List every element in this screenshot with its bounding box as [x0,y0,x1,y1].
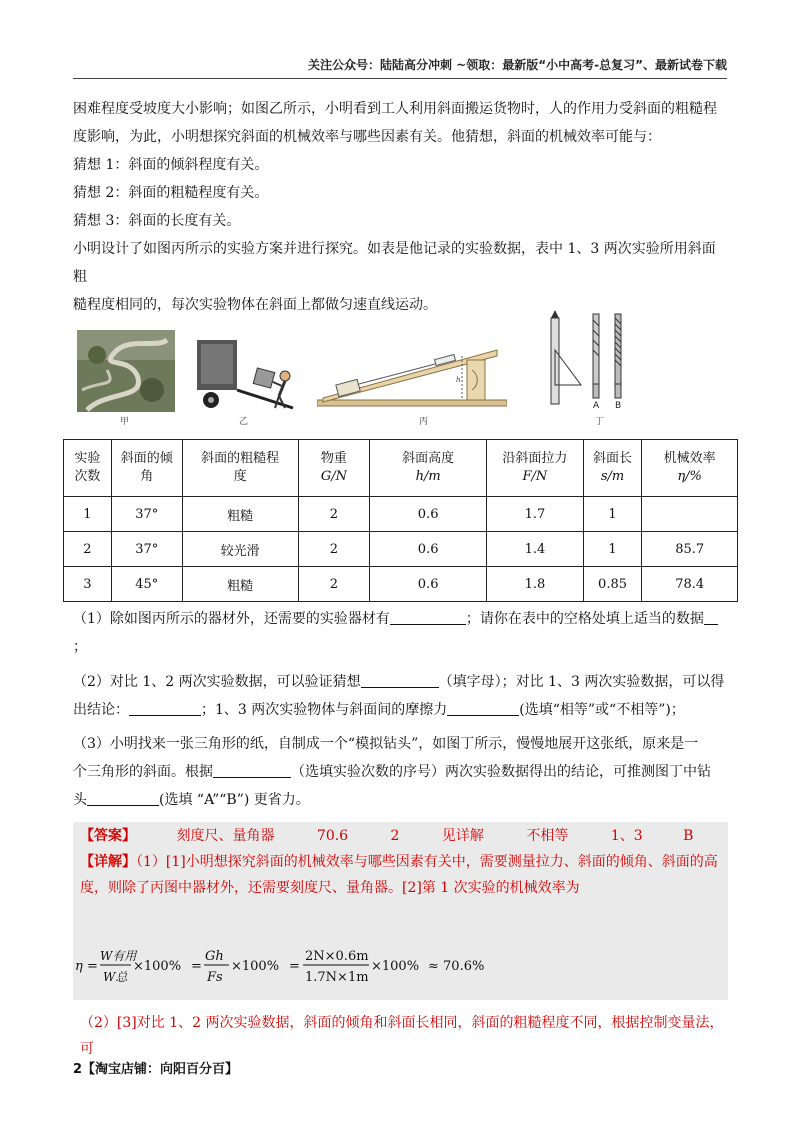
answer-blank[interactable] [390,610,466,625]
answer-item: 见详解 [441,828,484,844]
svg-text:Fs: Fs [207,970,223,985]
header-force: 沿斜面拉力 F/N [487,440,584,497]
figure-yi-truck [193,336,303,412]
question-3: （3）小明找来一张三角形的纸，自制成一个“模拟钻头”，如图丁所示，慢慢地展开这张纸，原来是一 个三角形的斜面。根据 （选填实验次数的序号）两次实验数据得出的结论，可推测图丁中钻 头 (选填 “A”“B”) 更省力。 [73,736,711,808]
table-row [64,497,738,532]
table-row [64,567,738,602]
svg-text:=: = [191,959,202,974]
answer-item: 刻度尺、量角器 [176,828,275,844]
answer-blank[interactable] [447,701,519,716]
answer-row: 【答案】 刻度尺、量角器 70.6 2 见详解 不相等 1、3 B [80,828,694,844]
svg-text:×100%: ×100% [371,959,420,974]
guess-1: 猜想 1：斜面的倾斜程度有关。 [73,157,269,173]
drill-label-b: B [615,401,622,410]
figure-bing-incline [317,340,507,410]
answer-item: 2 [390,828,400,844]
svg-text:≈ 70.6%: ≈ 70.6% [428,959,485,974]
table-cell: 2 [64,532,112,567]
table-cell: 2 [298,567,370,602]
svg-text:×100%: ×100% [133,959,182,974]
table-cell: 45° [111,567,182,602]
svg-text:Gh: Gh [205,949,224,964]
answer-item: B [683,828,694,844]
detail-line-1: 【详解】（1）[1]小明想探究斜面的机械效率与哪些因素有关中，需要测量拉力、斜面的倾角、斜面的高 [80,854,718,870]
table-cell: 1.4 [487,532,584,567]
intro-line-4: 糙程度相同的，每次实验物体在斜面上都做匀速直线运动。 [73,297,437,313]
table-cell: 0.6 [370,497,487,532]
detail-line-2: 度，则除了丙图中器材外，还需要刻度尺、量角器。[2]第 1 次实验的机械效率为 [80,880,580,896]
question-2: （2）对比 1、2 两次实验数据，可以验证猜想 （填字母）；对比 1、3 两次实验数据，可以得 出结论： ；1、3 两次实验物体与斜面间的摩擦力 (选填“相等”或“不相等”)； [73,674,725,718]
efficiency-formula [73,940,493,990]
answer-section [80,823,730,901]
svg-text:×100%: ×100% [231,959,280,974]
svg-text:=: = [289,959,300,974]
intro-line-2: 度影响，为此，小明想探究斜面的机械效率与哪些因素有关。他猜想，斜面的机械效率可能与： [73,129,661,145]
answer-item: 70.6 [316,828,349,844]
header-efficiency: 机械效率 η/% [642,440,738,497]
table-cell: 0.6 [370,567,487,602]
header-height: 斜面高度 h/m [370,440,487,497]
svg-text:W总: W总 [103,970,128,984]
table-cell: 37° [111,497,182,532]
table-cell: 较光滑 [182,532,298,567]
figure-ding-drills [541,310,631,410]
svg-text:W有用: W有用 [100,949,137,963]
caption-jia: 甲 [120,417,130,427]
table-cell: 2 [298,497,370,532]
intro-line-1: 困难程度受坡度大小影响；如图乙所示，小明看到工人利用斜面搬运货物时，人的作用力受斜面的粗糙程 [73,101,717,117]
drill-label-a: A [593,401,600,410]
table-row [64,532,738,567]
header-weight: 物重 G/N [298,440,370,497]
svg-text:2N×0.6m: 2N×0.6m [305,949,369,964]
table-cell: 0.85 [583,567,642,602]
caption-ding: 丁 [595,417,605,427]
data-table [63,439,738,602]
table-cell: 37° [111,532,182,567]
table-header-row [64,440,738,497]
guess-3: 猜想 3：斜面的长度有关。 [73,213,241,229]
answer-blank[interactable] [213,763,291,778]
table-cell: 粗糙 [182,497,298,532]
table-cell: 1 [583,532,642,567]
answer-item: 不相等 [526,828,569,844]
table-cell: 粗糙 [182,567,298,602]
table-cell: 85.7 [642,532,738,567]
page-footer: 2【淘宝店铺：向阳百分百】 [73,1062,239,1077]
answer-blank[interactable] [361,673,439,688]
svg-text:=: = [87,959,98,974]
height-label: h [456,376,461,384]
table-cell: 2 [298,532,370,567]
figures-row [73,310,728,430]
table-cell: 0.6 [370,532,487,567]
table-cell-blank [642,497,738,532]
header-roughness: 斜面的粗糙程 度 [182,440,298,497]
caption-bing: 丙 [419,417,429,427]
svg-text:1.7N×1m: 1.7N×1m [305,970,369,985]
intro-section [73,95,728,319]
header-length: 斜面长 s/m [583,440,642,497]
answer-blank[interactable] [87,791,159,806]
header-rule [73,78,727,79]
figure-jia-photo [77,330,175,412]
answer-item: 1、3 [610,828,643,844]
caption-yi: 乙 [239,417,249,427]
intro-line-3: 小明设计了如图丙所示的实验方案并进行探究。如表是他记录的实验数据，表中 1、3 两次实验所用斜面粗 [73,241,716,285]
answer-blank[interactable] [704,610,718,625]
header-trial: 实验 次数 [64,440,112,497]
guess-2: 猜想 2：斜面的粗糙程度有关。 [73,185,269,201]
page-header: 关注公众号：陆陆高分冲刺 ~领取：最新版“小中高考-总复习”、最新试卷下载 [308,58,727,72]
table-cell: 1 [64,497,112,532]
header-angle: 斜面的倾 角 [111,440,182,497]
table-cell: 1.7 [487,497,584,532]
question-1: （1）除如图丙所示的器材外，还需要的实验器材有 ；请你在表中的空格处填上适当的数据 ； [73,605,733,661]
table-cell: 78.4 [642,567,738,602]
table-cell: 1 [583,497,642,532]
table-cell: 3 [64,567,112,602]
table-cell: 1.8 [487,567,584,602]
detail-line-3: （2）[3]对比 1、2 两次实验数据，斜面的倾角和斜面长相同，斜面的粗糙程度不同，根据控制变量法，可 [80,1015,724,1057]
svg-text:η: η [75,959,83,974]
answer-blank[interactable] [129,701,201,716]
